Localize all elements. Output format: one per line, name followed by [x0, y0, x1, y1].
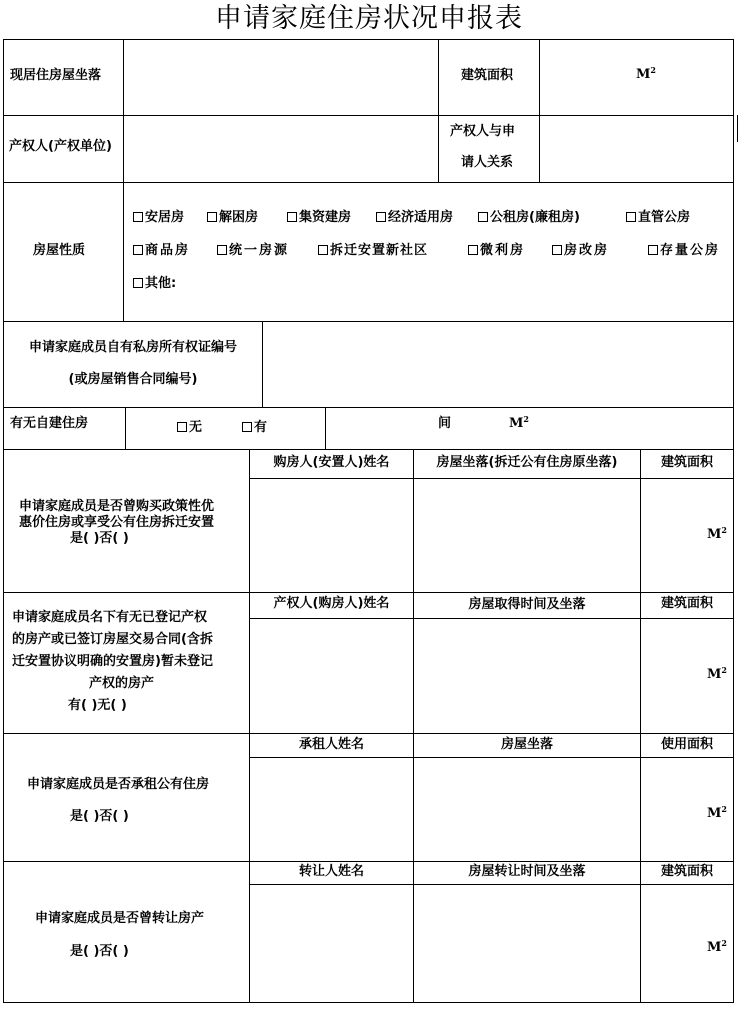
registered-property-label-1: 申请家庭成员名下有无已登记产权: [12, 610, 208, 625]
checkbox-icon: [177, 422, 187, 432]
current-address-field[interactable]: [124, 40, 438, 115]
transferor-name-header: 转让人姓名: [298, 864, 364, 879]
policy-house-label-1: 申请家庭成员是否曾购买政策性优: [19, 499, 215, 514]
relation-field[interactable]: [540, 116, 733, 182]
area-unit: $M^2$: [707, 665, 727, 682]
grid-line: [3, 182, 734, 183]
grid-line: [325, 407, 326, 449]
option-cunliang[interactable]: 存量公房: [648, 243, 720, 259]
public-rent-label: 申请家庭成员是否承租公有住房: [27, 777, 210, 792]
policy-house-yes-no: 是( )否( ): [70, 531, 129, 546]
area-unit: $M^2$: [509, 414, 529, 431]
option-jizi[interactable]: 集资建房: [287, 210, 351, 226]
grid-line: [733, 39, 734, 1003]
checkbox-icon: [552, 245, 562, 255]
checkbox-icon: [648, 245, 658, 255]
checkbox-icon: [626, 212, 636, 222]
checkbox-icon: [133, 212, 143, 222]
checkbox-icon: [287, 212, 297, 222]
option-gongzu[interactable]: 公租房(廉租房): [478, 210, 580, 226]
transfer-time-header: 房屋转让时间及坐落: [468, 864, 586, 879]
self-built-yes-option[interactable]: 有: [242, 420, 267, 436]
option-zhiguan[interactable]: 直管公房: [626, 210, 690, 226]
area-unit: $M^2$: [707, 525, 727, 542]
grid-line: [3, 733, 734, 734]
grid-line: [3, 861, 734, 862]
acquire-time-header: 房屋取得时间及坐落: [468, 597, 586, 612]
checkbox-icon: [217, 245, 227, 255]
option-chaiqian[interactable]: 拆迁安置新社区: [318, 243, 428, 259]
transfer-yes-no: 是( )否( ): [70, 944, 129, 959]
checkbox-icon: [133, 245, 143, 255]
page-title: 申请家庭住房状况申报表: [215, 3, 523, 34]
option-jingji[interactable]: 经济适用房: [376, 210, 453, 226]
rooms-label: 间: [438, 416, 452, 431]
option-shangpin[interactable]: 商品房: [133, 243, 190, 259]
grid-line: [438, 39, 439, 182]
option-fanggai[interactable]: 房改房: [552, 243, 609, 259]
registered-property-label-2: 的房产或已签订房屋交易合同(含拆: [12, 632, 213, 647]
grid-line: [249, 884, 734, 885]
self-built-label: 有无自建住房: [10, 416, 89, 431]
grid-line: [249, 757, 734, 758]
option-weili[interactable]: 微利房: [468, 243, 525, 259]
floor-area-label: 建筑面积: [461, 68, 514, 83]
private-cert-field[interactable]: [263, 322, 733, 407]
tenant-name-header: 承租人姓名: [298, 737, 364, 752]
grid-line: [249, 478, 734, 479]
grid-line: [3, 1002, 734, 1003]
registered-property-label-4: 产权的房产: [89, 676, 155, 691]
checkbox-icon: [376, 212, 386, 222]
rent-location-header: 房屋坐落: [500, 737, 553, 752]
owner-label: 产权人(产权单位): [9, 139, 112, 154]
checkbox-icon: [478, 212, 488, 222]
checkbox-icon: [133, 278, 143, 288]
transfer-label: 申请家庭成员是否曾转让房产: [35, 911, 205, 926]
current-address-label: 现居住房屋坐落: [10, 68, 102, 83]
public-rent-yes-no: 是( )否( ): [70, 809, 129, 824]
relation-label-1: 产权人与申: [450, 124, 516, 139]
grid-line: [413, 449, 414, 1002]
area-header: 建筑面积: [660, 455, 713, 470]
location-header: 房屋坐落(拆迁公有住房原坐落): [436, 455, 618, 470]
checkbox-icon: [318, 245, 328, 255]
private-cert-label-1: 申请家庭成员自有私房所有权证编号: [28, 340, 237, 355]
policy-house-label-2: 惠价住房或享受公有住房拆迁安置: [19, 515, 215, 530]
grid-line: [640, 449, 641, 1002]
registered-property-label-3: 迁安置协议明确的安置房)暂未登记: [12, 654, 213, 669]
area-unit: $M^2$: [707, 938, 727, 955]
option-anju[interactable]: 安居房: [133, 210, 184, 226]
owner-name-header: 产权人(购房人)姓名: [273, 596, 390, 611]
area-header: 建筑面积: [660, 864, 713, 879]
grid-line: [3, 592, 734, 593]
checkbox-icon: [242, 422, 252, 432]
owner-field[interactable]: [124, 116, 438, 182]
option-tongyi[interactable]: 统一房源: [217, 243, 289, 259]
grid-line: [125, 407, 126, 449]
registered-property-yes-no: 有( )无( ): [68, 698, 127, 713]
self-built-no-option[interactable]: 无: [177, 420, 202, 436]
grid-line: [3, 449, 734, 450]
checkbox-icon: [207, 212, 217, 222]
grid-line: [3, 407, 734, 408]
area-unit: $M^2$: [707, 804, 727, 821]
relation-label-2: 请人关系: [461, 155, 514, 170]
grid-line: [249, 618, 734, 619]
private-cert-label-2: (或房屋销售合同编号): [68, 372, 198, 387]
area-header: 建筑面积: [660, 596, 713, 611]
option-other[interactable]: 其他:: [133, 276, 176, 292]
grid-line: [3, 39, 4, 1003]
buyer-name-header: 购房人(安置人)姓名: [273, 455, 390, 470]
usable-area-header: 使用面积: [660, 737, 713, 752]
property-type-label: 房屋性质: [33, 243, 86, 258]
checkbox-icon: [468, 245, 478, 255]
option-jiekun[interactable]: 解困房: [207, 210, 258, 226]
grid-line: [249, 449, 250, 1002]
area-unit: $M^2$: [636, 65, 656, 82]
